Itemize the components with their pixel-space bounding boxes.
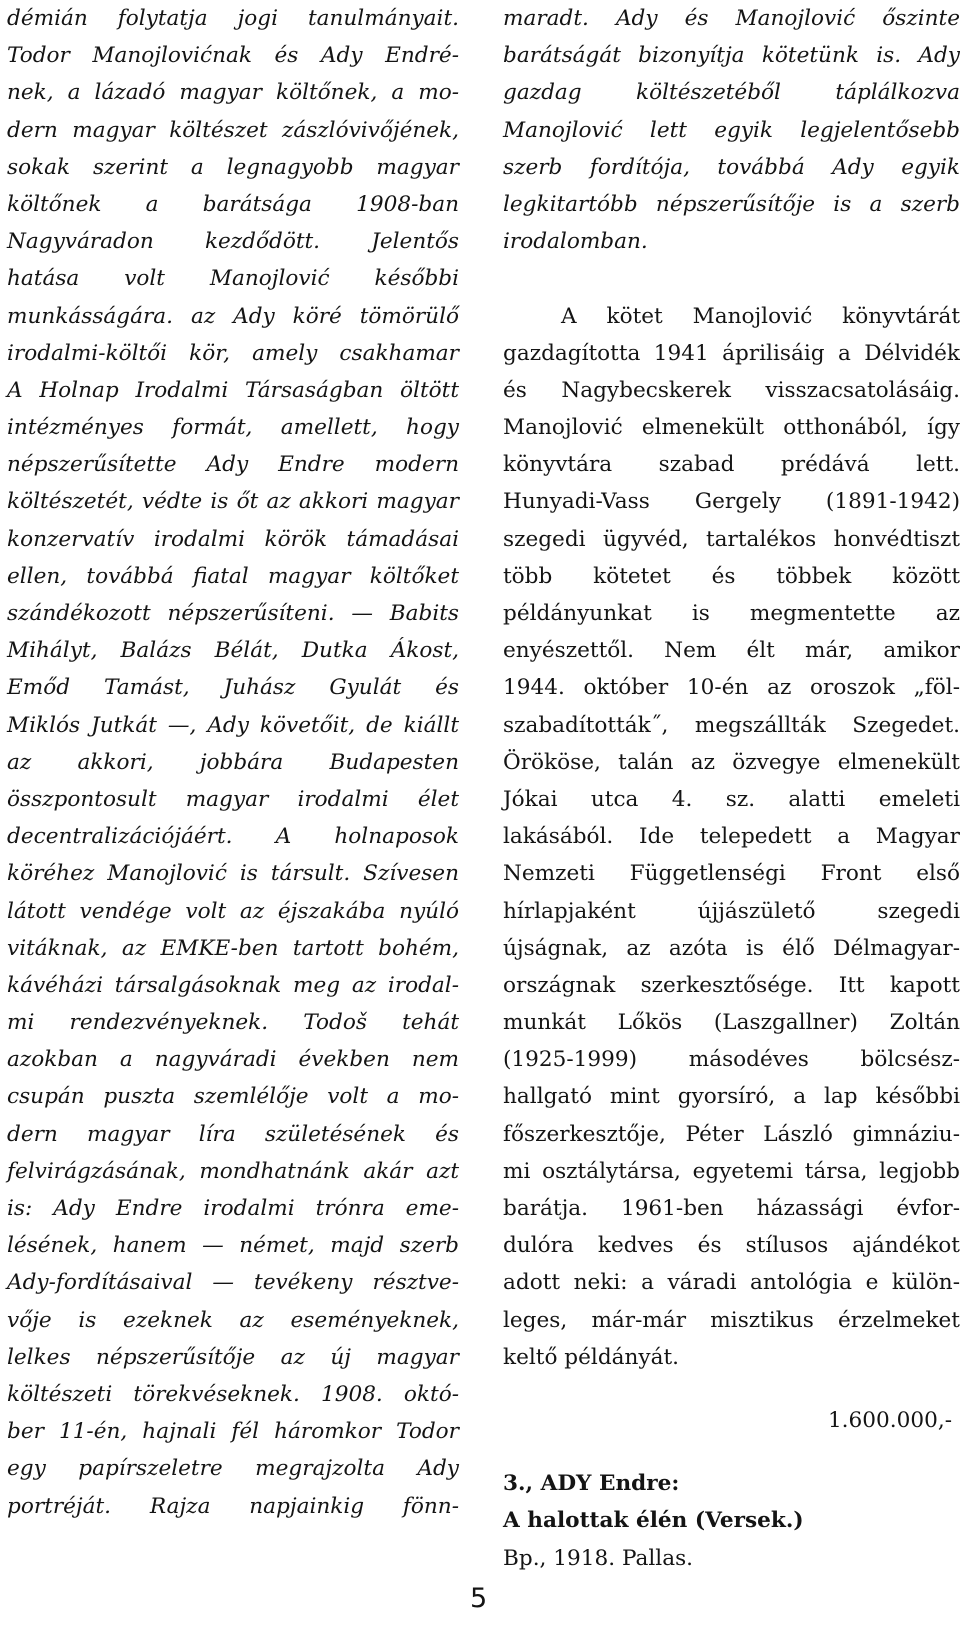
text-line: ellen, továbbá fiatal magyar költőket bbox=[7, 563, 459, 589]
text-line: is: Ady Endre irodalmi trónra eme- bbox=[7, 1196, 459, 1221]
text-line: Hunyadi-Vass Gergely (1891-1942) bbox=[503, 489, 960, 515]
text-line: azokban a nagyváradi években nem bbox=[7, 1047, 459, 1073]
text-line: hírlapjaként újjászülető szegedi bbox=[503, 898, 960, 924]
price: 1.600.000,- bbox=[827, 1407, 952, 1433]
text-line: csupán puszta szemlélője volt a mo- bbox=[7, 1084, 459, 1110]
text-line: portréját. Rajza napjainkig fönn- bbox=[7, 1493, 459, 1519]
page-number: 5 bbox=[470, 1583, 488, 1614]
text-line: szerb fordítója, továbbá Ady egyik bbox=[503, 154, 960, 180]
text-line: Nemzeti Függetlenségi Front első bbox=[503, 861, 960, 887]
text-line: szegedi ügyvéd, tartalékos honvédtiszt bbox=[503, 526, 960, 552]
text-line: példányunkat is megmentette az bbox=[503, 601, 960, 626]
text-line: költészetét, védte is őt az akkori magyar bbox=[7, 489, 459, 515]
text-line: sokak szerint a legnagyobb magyar bbox=[7, 154, 459, 180]
text-line: szándékozott népszerűsíteni. — Babits bbox=[7, 601, 459, 626]
text-line: szabadították˝, megszállták Szegedet. bbox=[503, 712, 960, 738]
right-column bbox=[503, 0, 960, 1577]
text-line: főszerkesztője, Péter László gimnáziu- bbox=[503, 1121, 960, 1147]
text-line: démián folytatja jogi tanulmányait. bbox=[7, 6, 459, 31]
text-line: Manojlović elmenekült otthonából, így bbox=[503, 415, 960, 441]
text-line: A kötet Manojlović könyvtárát bbox=[561, 303, 960, 329]
text-line: Miklós Jutkát —, Ady követőit, de kiállt bbox=[7, 712, 459, 738]
text-line: országnak szerkesztősége. Itt kapott bbox=[503, 972, 960, 998]
text-line: Todor Manojlovićnak és Ady Endré- bbox=[7, 43, 459, 69]
paragraph-gap bbox=[503, 260, 960, 297]
text-line: (1925-1999) másodéves bölcsész- bbox=[503, 1047, 960, 1073]
text-line: A Holnap Irodalmi Társaságban öltött bbox=[7, 377, 459, 403]
text-line: maradt. Ady és Manojlović őszinte bbox=[503, 6, 960, 31]
text-line: Mihályt, Balázs Bélát, Dutka Ákost, bbox=[7, 638, 459, 664]
text-line: intézményes formát, amellett, hogy bbox=[7, 415, 459, 441]
text-line: dern magyar líra születésének és bbox=[7, 1121, 459, 1147]
text-line: költőnek a barátsága 1908-ban bbox=[7, 191, 459, 217]
text-line: barátja. 1961-ben házassági évfor- bbox=[503, 1196, 960, 1221]
text-line: kávéházi társalgásoknak meg az irodal- bbox=[7, 972, 459, 998]
text-line: köréhez Manojlović is társult. Szívesen bbox=[7, 861, 459, 887]
text-line: irodalomban. bbox=[503, 229, 648, 255]
text-line: látott vendége volt az éjszakába nyúló bbox=[7, 898, 459, 924]
text-line: Ady-fordításaival — tevékeny résztve- bbox=[7, 1270, 459, 1296]
text-line: keltő példányát. bbox=[503, 1344, 680, 1370]
text-line: 1944. október 10-én az oroszok „föl- bbox=[503, 675, 960, 701]
text-line: gazdag költészetéből táplálkozva bbox=[503, 80, 960, 106]
text-line: gazdagította 1941 áprilisáig a Délvidék bbox=[503, 340, 960, 366]
paragraph-gap bbox=[503, 1439, 960, 1465]
text-line: munkát Lőkös (Laszgallner) Zoltán bbox=[503, 1010, 960, 1036]
text-line: vitáknak, az EMKE-ben tartott bohém, bbox=[7, 935, 459, 961]
text-line: Jókai utca 4. sz. alatti emeleti bbox=[503, 786, 960, 812]
text-line: népszerűsítette Ady Endre modern bbox=[7, 452, 459, 478]
text-line: több kötetet és többek között bbox=[503, 563, 960, 589]
text-line: Nagyváradon kezdődött. Jelentős bbox=[7, 229, 459, 255]
text-line: lelkes népszerűsítője az új magyar bbox=[7, 1344, 459, 1370]
text-line: konzervatív irodalmi körök támadásai bbox=[7, 526, 459, 552]
text-line: adott neki: a váradi antológia e külön- bbox=[503, 1270, 960, 1296]
entry-title: A halottak élén (Versek.) bbox=[503, 1508, 804, 1534]
text-line: Manojlović lett egyik legjelentősebb bbox=[503, 117, 960, 143]
text-line: ber 11-én, hajnali fél háromkor Todor bbox=[7, 1419, 459, 1445]
text-line: mi osztálytársa, egyetemi társa, legjobb bbox=[503, 1158, 960, 1184]
text-line: mi rendezvényeknek. Todoš tehát bbox=[7, 1010, 459, 1036]
text-line: összpontosult magyar irodalmi élet bbox=[7, 786, 459, 812]
text-line: legkitartóbb népszerűsítője is a szerb bbox=[503, 191, 960, 217]
text-line: lésének, hanem — német, majd szerb bbox=[7, 1233, 459, 1259]
text-line: dern magyar költészet zászlóvivőjének, bbox=[7, 117, 459, 143]
text-line: hatása volt Manojlović későbbi bbox=[7, 266, 459, 292]
text-line: vője is ezeknek az eseményeknek, bbox=[7, 1307, 459, 1333]
text-line: decentralizációjáért. A holnaposok bbox=[7, 824, 459, 850]
text-line: dulóra kedves és stílusos ajándékot bbox=[503, 1233, 960, 1259]
text-line: és Nagybecskerek visszacsatolásáig. bbox=[503, 377, 960, 403]
text-line: leges, már-már misztikus érzelmeket bbox=[503, 1307, 960, 1333]
entry-imprint: Bp., 1918. Pallas. bbox=[503, 1545, 694, 1571]
text-line: enyészettől. Nem élt már, amikor bbox=[503, 638, 960, 664]
text-line: nek, a lázadó magyar költőnek, a mo- bbox=[7, 80, 459, 106]
paragraph-gap bbox=[503, 1376, 960, 1402]
text-line: munkásságára. az Ady köré tömörülő bbox=[7, 303, 459, 329]
text-line: irodalmi-költői kör, amely csakhamar bbox=[7, 340, 459, 366]
text-line: barátságát bizonyítja kötetünk is. Ady bbox=[503, 43, 960, 69]
text-line: egy papírszeletre megrajzolta Ady bbox=[7, 1456, 459, 1482]
text-line: költészeti törekvéseknek. 1908. októ- bbox=[7, 1381, 459, 1407]
text-line: Emőd Tamást, Juhász Gyulát és bbox=[7, 675, 459, 701]
left-column bbox=[7, 0, 459, 1525]
entry-number-author: 3., ADY Endre: bbox=[503, 1471, 680, 1497]
text-line: hallgató mint gyorsíró, a lap későbbi bbox=[503, 1084, 960, 1110]
text-line: Örököse, talán az özvegye elmenekült bbox=[503, 749, 960, 775]
text-line: könyvtára szabad prédává lett. bbox=[503, 452, 960, 478]
text-line: lakásából. Ide telepedett a Magyar bbox=[503, 824, 960, 850]
text-line: felvirágzásának, mondhatnánk akár azt bbox=[7, 1158, 459, 1184]
text-line: újságnak, az azóta is élő Délmagyar- bbox=[503, 935, 960, 961]
text-line: az akkori, jobbára Budapesten bbox=[7, 749, 459, 775]
